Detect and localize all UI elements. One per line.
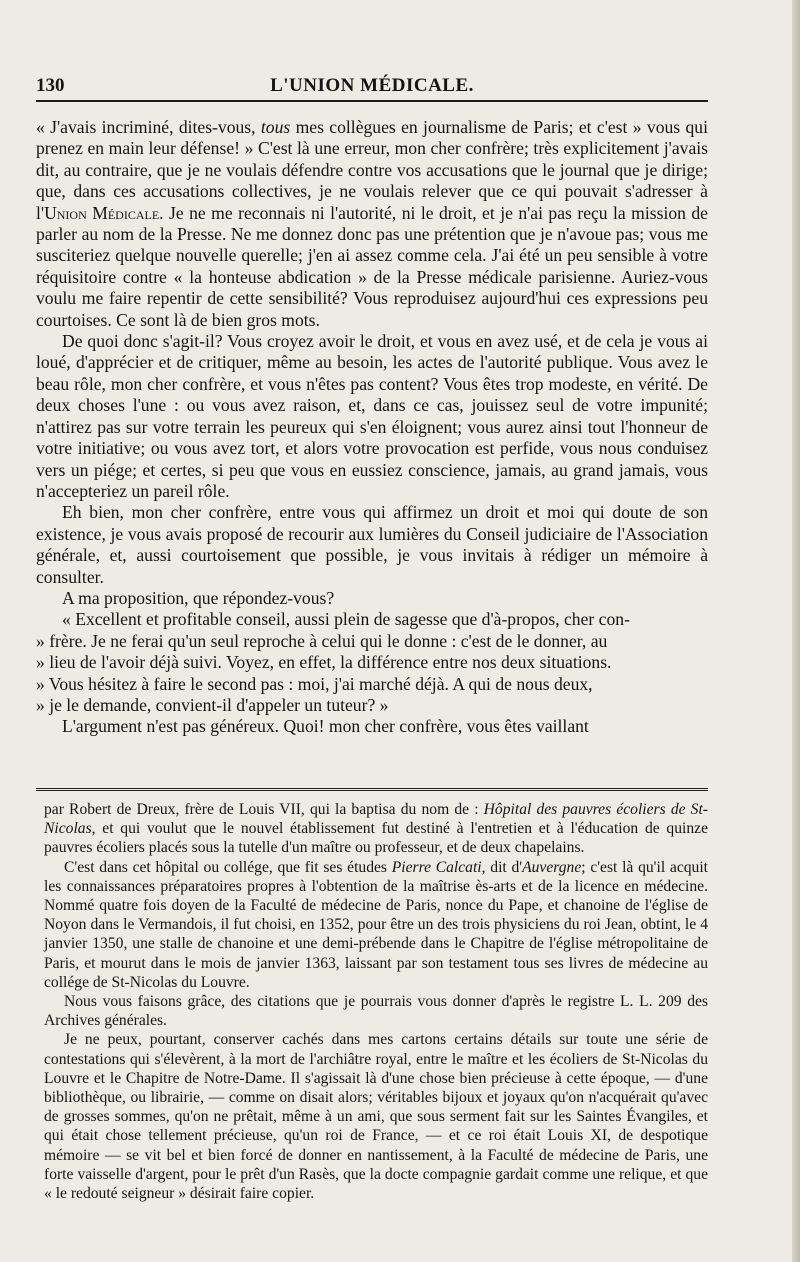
quote-line: » je le demande, convient-il d'appeler un tuteur? » [36,694,389,715]
quote-line: « Excellent et profitable conseil, aussi plein de sagesse que d'à-propos, cher con- [62,609,630,630]
journal-name: Union Médicale [44,202,160,223]
emphasis: Auvergne [522,858,582,876]
footnote-paragraph-2: C'est dans cet hôpital ou collége, que fit ses études Pierre Calcati, dit d'Auvergne; c'est là qu'il acquit les connaissances préparatoires propres à l'obtention de la maîtrise ès-arts et de la licence en médecine. Nommé quatre fois doyen de la Faculté de médecine de Paris, nonce du Pape, et chanoine de l'église de Noyon dans le Vermandois, il fut choisi, en 1352, pour être un des trois physiciens du roi Jean, obtint, le 4 janvier 1350, une stalle de chanoine et une demi-prébende dans le Chapitre de l'église métropolitaine de Paris, et mourut dans le mois de janvier 1363, laissant par son testament tous ses livres de médecine au collége de St-Nicolas du Louvre. [44,858,708,991]
emphasis: Pierre Calcati [391,858,482,876]
footnote-paragraph-4: Je ne peux, pourtant, conserver cachés dans mes cartons certains détails sur toute une série de contestations qui s'élevèrent, à la mort de l'archiâtre royal, entre le maître et les écoliers de St-Nicolas du Louvre et le Chapitre de Notre-Dame. Il s'agissait là d'une chose bien précieuse à cette époque, — d'une bibliothèque, ou librairie, — comme on disait alors; véritables bijoux et joyaux qu'on n'acquérait qu'avec de grosses sommes, qu'on ne prêtait, même à un ami, que sous serment fait sur les Saintes Évangiles, et qui était chose tellement précieuse, qu'un roi de France, — et ce roi était Louis XI, de despotique mémoire — se vit bel et bien forcé de donner en nantissement, à la Faculté de médecine de Paris, une forte vaisselle d'argent, pour le prêt d'un Rasès, que la docte compagnie gardait comme une relique, et que « le redouté seigneur » désirait faire copier. [44,1031,708,1203]
header-rule [36,100,708,102]
quote-line: » lieu de l'avoir déjà suivi. Voyez, en effet, la différence entre nos deux situations. [36,652,612,673]
main-paragraph-2: De quoi donc s'agit-il? Vous croyez avoir le droit, et vous en avez usé, et de cela je vous ai loué, d'apprécier et de critiquer, même au besoin, les actes de l'autorité publique. Vous avez le beau rôle, mon cher confrère, et vous n'êtes pas content? Vous êtes trop modeste, en vérité. De deux choses l'une : ou vous avez raison, et, dans ce cas, jouissez seul de votre impunité; n'attirez pas sur votre terrain les peureux qui s'en éloignent; vous aurez ainsi tout l'honneur de votre initiative; ou vous avez tort, et alors votre provocation est perfide, vous nous conduisez vers un piége; et certes, si peu que vous en eussiez conscience, jamais, au grand jamais, vous n'accepteriez un pareil rôle. [36,331,708,501]
page-header [36,75,708,99]
footnote-text [44,800,708,1203]
footnote-paragraph-1: par Robert de Dreux, frère de Louis VII, qui la baptisa du nom de : Hôpital des pauvres écoliers de St-Nicolas, et qui voulut que le nouvel établissement fut destiné à l'entretien et à l'éducation de quinze pauvres écoliers placés sous la tutelle d'un maître ou professeur, et de deux chapelains. [44,801,708,857]
footnote-separator [36,788,708,791]
main-text [36,117,708,738]
main-paragraph-3: Eh bien, mon cher confrère, entre vous qui affirmez un droit et moi qui doute de son existence, je vous avais proposé de recourir aux lumières du Conseil judiciaire de l'Association générale, et, aussi courtoisement que possible, je vous invitais à rédiger un mémoire à consulter. [36,502,708,587]
main-paragraph-4: A ma proposition, que répondez-vous? [62,587,335,608]
footnote-paragraph-3: Nous vous faisons grâce, des citations que je pourrais vous donner d'après le registre L. L. 209 des Archives générales. [44,993,708,1030]
quoted-reply [36,609,708,716]
quote-line: » frère. Je ne ferai qu'un seul reproche à celui qui le donne : c'est de le donner, au [36,630,608,651]
quote-line: » Vous hésitez à faire le second pas : moi, j'ai marché déjà. A qui de nous deux, [36,673,593,694]
running-title: L'UNION MÉDICALE. [270,75,474,96]
page-number: 130 [36,75,65,96]
main-paragraph-1: « J'avais incriminé, dites-vous, tous mes collègues en journalisme de Paris; et c'est » vous qui prenez en main leur défense! » C'est là une erreur, mon cher confrère; très explicitement j'avais dit, au contraire, que je ne voulais défendre contre vos accusations que le journal que je dirige; que, dans ces accusations collectives, je ne voulais relever que ce qui pouvait s'adresser à l'Union Médicale. Je ne me reconnais ni l'autorité, ni le droit, et je n'ai pas reçu la mission de parler au nom de la Presse. Ne me donnez donc pas une prétention que je n'avoue pas; vous me susciteriez quelque nouvelle querelle; j'en ai assez comme cela. J'ai été un peu sensible à votre réquisitoire contre « la honteuse abdication » de la Presse médicale parisienne. Auriez-vous voulu me faire repentir de cette sensibilité? Vous reproduisez aujourd'hui ces expressions peu courtoises. Ce sont là de bien gros mots. [36,117,708,330]
emphasis: tous [260,117,291,137]
page-edge-shadow [792,0,800,1262]
main-paragraph-5: L'argument n'est pas généreux. Quoi! mon cher confrère, vous êtes vaillant [62,716,589,737]
emphasis: Hôpital des pauvres écoliers de St-Nicolas [44,801,708,838]
